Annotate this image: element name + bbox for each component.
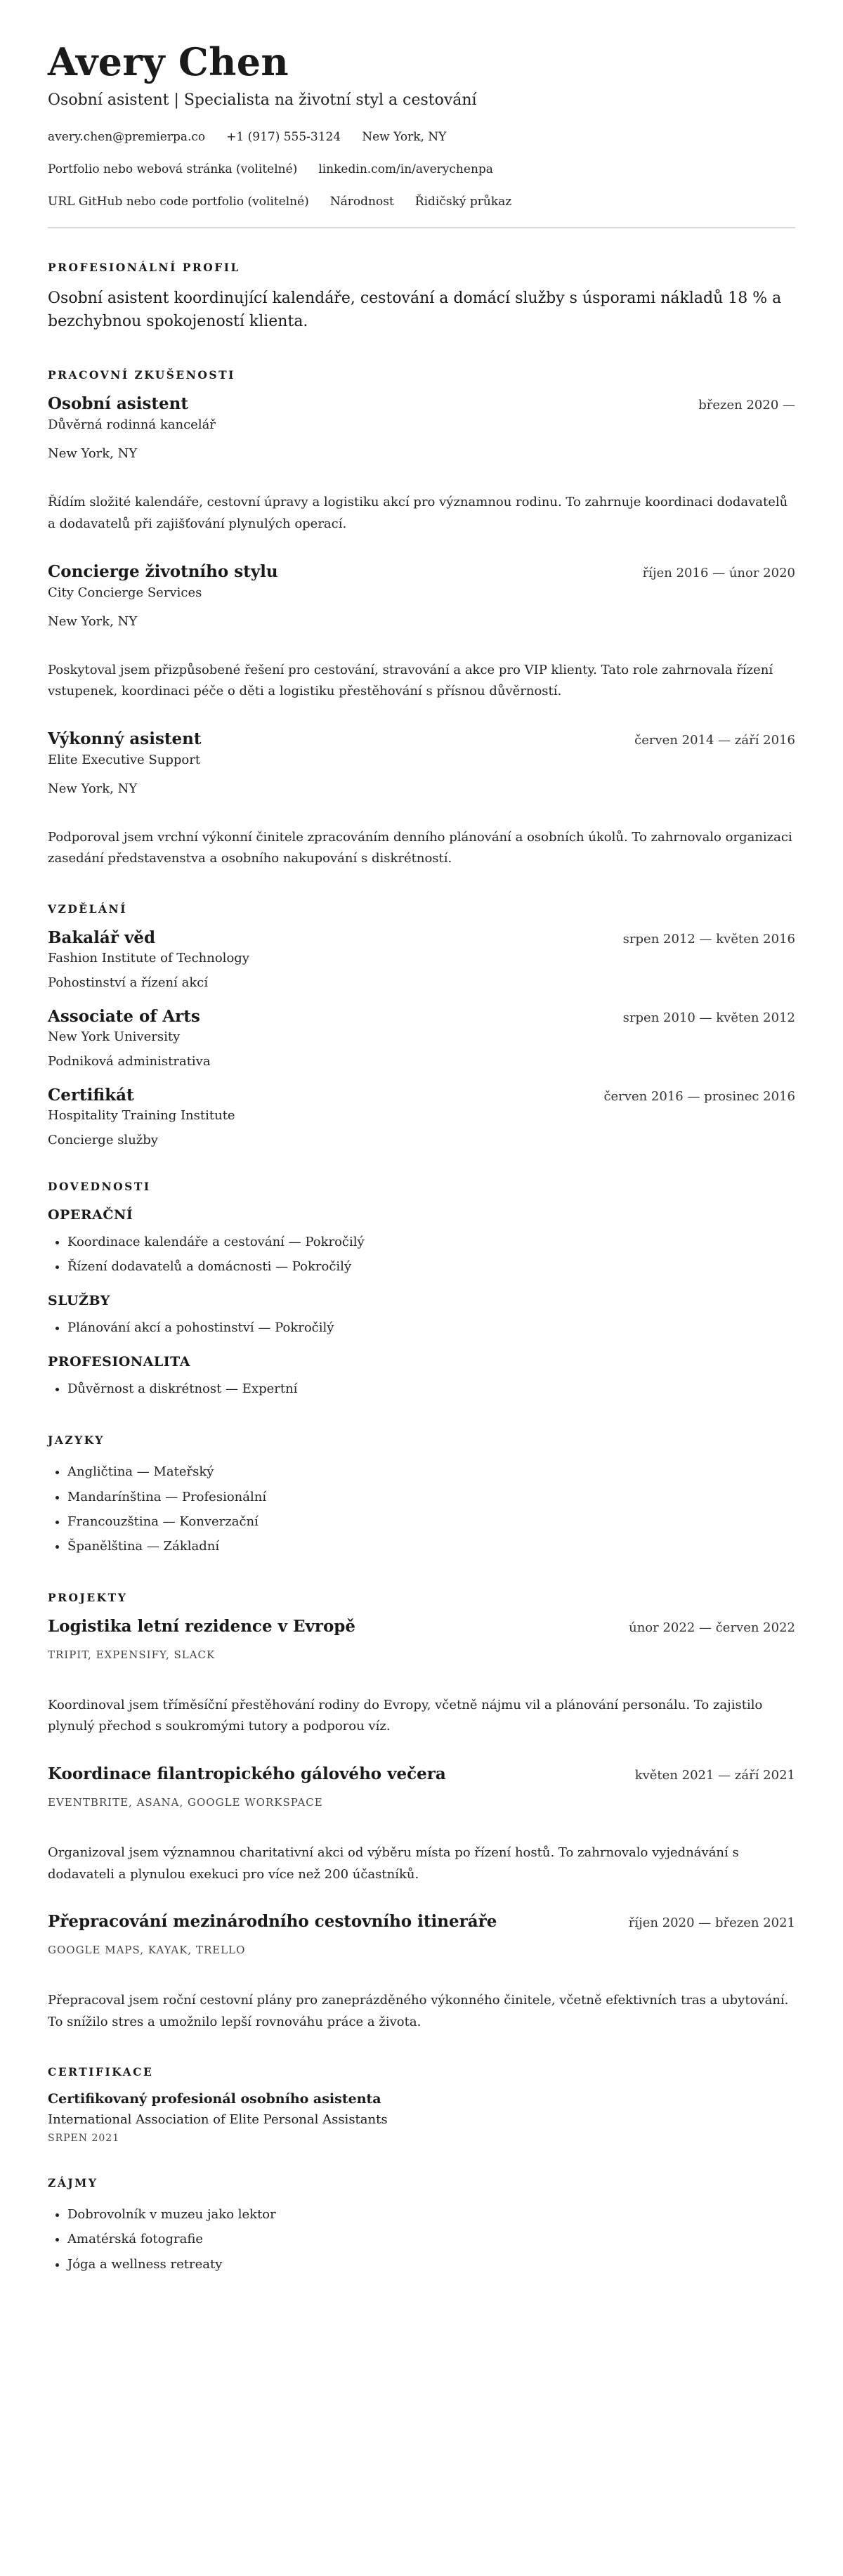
- interest-item: • Amatérská fotografie: [67, 2227, 795, 2251]
- interest-list: [48, 2202, 795, 2276]
- projects-section: [48, 1591, 795, 2034]
- education-section: [48, 902, 795, 1147]
- skill-category: SLUŽBY: [48, 1293, 110, 1309]
- degree-field: Podniková administrativa: [48, 1054, 211, 1069]
- skill-item: • Koordinace kalendáře a cestování — Pokročilý: [67, 1230, 795, 1254]
- language-item: • Mandarínština — Profesionální: [67, 1485, 795, 1509]
- job-title: Osobní asistent: [48, 394, 189, 414]
- contact-row-primary: [48, 130, 795, 144]
- section-title-interests: ZÁJMY: [48, 2176, 98, 2190]
- project-name: Koordinace filantropického gálového večera: [48, 1764, 446, 1783]
- section-title-profile: PROFESIONÁLNÍ PROFIL: [48, 261, 240, 275]
- skill-category: PROFESIONALITA: [48, 1354, 190, 1370]
- contact-row-extra: [48, 195, 795, 209]
- contact-email[interactable]: avery.chen@premierpa.co: [48, 130, 206, 145]
- interests-section: [48, 2176, 795, 2276]
- job-title: Výkonný asistent: [48, 729, 202, 748]
- section-title-languages: JAZYKY: [48, 1433, 105, 1448]
- skill-item: • Důvěrnost a diskrétnost — Expertní: [67, 1377, 795, 1401]
- degree-date: červen 2016 — prosinec 2016: [603, 1089, 795, 1105]
- contact-row-links: [48, 162, 795, 176]
- contact-linkedin[interactable]: linkedin.com/in/averychenpa: [318, 162, 493, 177]
- degree-field: Pohostinství a řízení akcí: [48, 975, 209, 991]
- section-title-certifications: CERTIFIKACE: [48, 2065, 154, 2079]
- project-entry: [48, 1764, 795, 1885]
- experience-entry: [48, 394, 795, 535]
- project-entry: [48, 1617, 795, 1738]
- job-location: New York, NY: [48, 446, 138, 462]
- contact-phone[interactable]: +1 (917) 555-3124: [226, 130, 341, 145]
- job-date: říjen 2016 — únor 2020: [642, 565, 795, 580]
- project-tech: TRIPIT, EXPENSIFY, SLACK: [48, 1648, 216, 1661]
- project-description: Organizoval jsem významnou charitativní akci od výběru místa po řízení hostů. To zahrnovalo vyjednávání s dodavateli a plynulou exekuci pro více než 200 účastníků.: [48, 1845, 739, 1882]
- job-description: Poskytoval jsem přizpůsobené řešení pro cestování, stravování a akce pro VIP klienty. Tato role zahrnovala řízení vstupenek, koordinaci péče o děti a logistiku přestěhování s přísnou důvěrností.: [48, 662, 773, 699]
- cert-name: Certifikovaný profesionál osobního asistenta: [48, 2091, 381, 2107]
- interest-item: • Jóga a wellness retreaty: [67, 2252, 795, 2277]
- job-description: Řídím složité kalendáře, cestovní úpravy a logistiku akcí pro významnou rodinu. To zahrnuje koordinaci dodavatelů a dodavatelů při zajišťování plynulých operací.: [48, 495, 788, 532]
- languages-section: [48, 1433, 795, 1558]
- job-location: New York, NY: [48, 613, 138, 629]
- degree-date: srpen 2012 — květen 2016: [622, 932, 795, 947]
- job-description: Podporoval jsem vrchní výkonní činitele zpracováním denního plánování a osobních úkolů. To zahrnovalo organizaci zasedání představenstva a osobního nakupování s diskrétností.: [48, 829, 792, 866]
- degree-title: Associate of Arts: [48, 1007, 200, 1027]
- language-item: • Francouzština — Konverzační: [67, 1509, 795, 1534]
- skill-list: [48, 1230, 795, 1279]
- degree-title: Certifikát: [48, 1086, 134, 1105]
- skill-item: • Plánování akcí a pohostinství — Pokročilý: [67, 1315, 795, 1340]
- skill-item: • Řízení dodavatelů a domácnosti — Pokročilý: [67, 1254, 795, 1279]
- job-company: City Concierge Services: [48, 585, 202, 600]
- school-name: New York University: [48, 1029, 181, 1045]
- job-title: Concierge životního stylu: [48, 561, 278, 581]
- project-description: Přepracoval jsem roční cestovní plány pro zaneprázděného výkonného činitele, včetně efektivních tras a ubytování. To snížilo stres a umožnilo lepší rovnováhu práce a života.: [48, 1993, 789, 2029]
- project-date: květen 2021 — září 2021: [634, 1767, 795, 1783]
- profile-summary: Osobní asistent koordinující kalendáře, cestování a domácí služby s úsporami nákladů 18 % a bezchybnou spokojeností klienta.: [48, 290, 782, 331]
- project-tech: GOOGLE MAPS, KAYAK, TRELLO: [48, 1944, 246, 1957]
- certifications-section: [48, 2065, 795, 2144]
- job-location: New York, NY: [48, 781, 138, 796]
- project-description: Koordinoval jsem tříměsíční přestěhování rodiny do Evropy, včetně nájmu vil a plánování personálu. To zajistilo plynulý přechod s soukromými tutory a podporou víz.: [48, 1697, 763, 1734]
- language-item: • Španělština — Základní: [67, 1534, 795, 1559]
- job-date: březen 2020 —: [698, 398, 795, 413]
- project-name: Přepracování mezinárodního cestovního itineráře: [48, 1912, 497, 1932]
- school-name: Hospitality Training Institute: [48, 1108, 235, 1124]
- job-date: červen 2014 — září 2016: [634, 732, 795, 748]
- project-date: říjen 2020 — březen 2021: [628, 1915, 795, 1931]
- language-item: • Angličtina — Mateřský: [67, 1459, 795, 1484]
- project-tech: EVENTBRITE, ASANA, GOOGLE WORKSPACE: [48, 1795, 323, 1809]
- project-name: Logistika letní rezidence v Evropě: [48, 1616, 356, 1636]
- skills-section: [48, 1180, 795, 1401]
- contact-github[interactable]: URL GitHub nebo code portfolio (volitelné): [48, 195, 309, 209]
- section-title-experience: PRACOVNÍ ZKUŠENOSTI: [48, 368, 235, 382]
- contact-portfolio[interactable]: Portfolio nebo webová stránka (volitelné): [48, 162, 298, 177]
- school-name: Fashion Institute of Technology: [48, 951, 249, 966]
- profile-section: [48, 261, 795, 333]
- job-company: Elite Executive Support: [48, 752, 201, 767]
- skill-category: OPERAČNÍ: [48, 1207, 133, 1223]
- experience-entry: [48, 729, 795, 870]
- cert-date: SRPEN 2021: [48, 2133, 120, 2145]
- project-date: únor 2022 — červen 2022: [629, 1620, 795, 1635]
- experience-section: [48, 368, 795, 870]
- education-entry: [48, 928, 795, 990]
- degree-title: Bakalář věd: [48, 928, 156, 948]
- experience-entry: [48, 562, 795, 703]
- skill-list: [48, 1377, 795, 1401]
- project-entry: [48, 1912, 795, 2033]
- section-title-projects: PROJEKTY: [48, 1590, 128, 1604]
- contact-nationality: Národnost: [329, 195, 394, 209]
- header-divider: [48, 227, 795, 228]
- contact-location: New York, NY: [362, 130, 447, 145]
- section-title-education: VZDĚLÁNÍ: [48, 902, 127, 916]
- education-entry: [48, 1086, 795, 1147]
- degree-field: Concierge služby: [48, 1133, 158, 1148]
- interest-item: • Dobrovolník v muzeu jako lektor: [67, 2202, 795, 2227]
- education-entry: [48, 1007, 795, 1069]
- contact-license: Řidičský průkaz: [414, 195, 512, 209]
- job-company: Důvěrná rodinná kancelář: [48, 417, 216, 433]
- cert-organization: International Association of Elite Personal Assistants: [48, 2112, 388, 2128]
- skill-list: [48, 1315, 795, 1340]
- candidate-name: Avery Chen: [48, 39, 289, 84]
- candidate-headline: Osobní asistent | Specialista na životní styl a cestování: [48, 91, 477, 110]
- language-list: [48, 1459, 795, 1558]
- section-title-skills: DOVEDNOSTI: [48, 1180, 151, 1194]
- degree-date: srpen 2010 — květen 2012: [622, 1010, 795, 1026]
